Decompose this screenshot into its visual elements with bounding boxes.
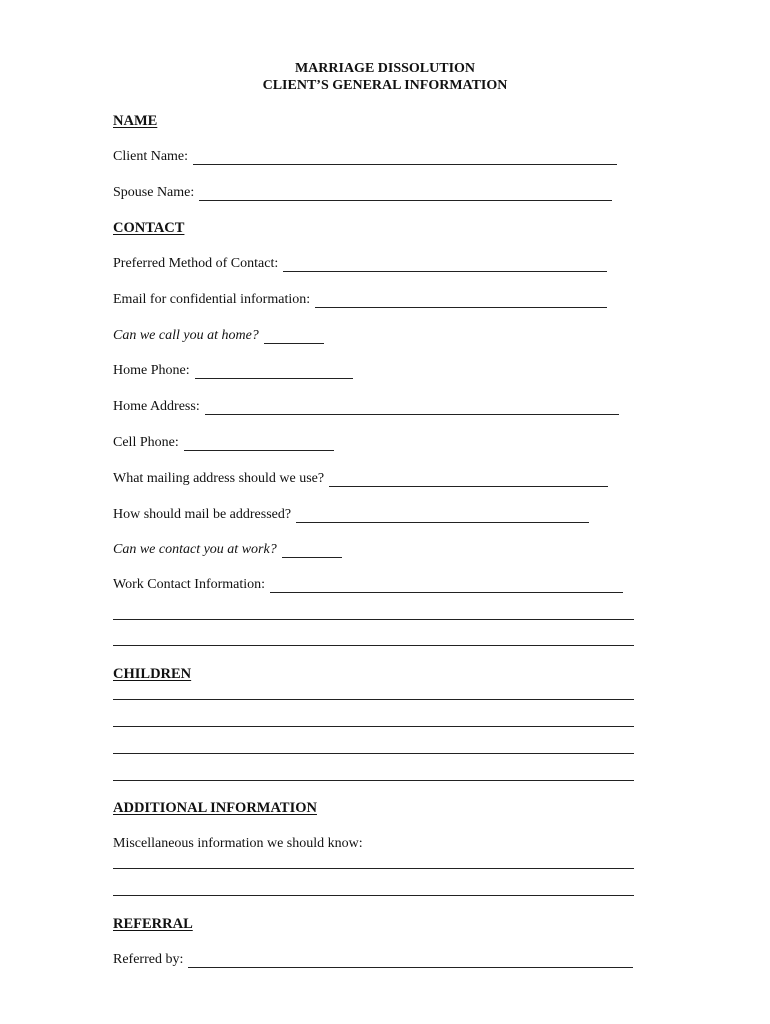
misc-info-line-2[interactable] (113, 895, 634, 896)
home-address-label: Home Address: (113, 399, 200, 414)
referred-by-row (113, 952, 633, 968)
mailing-address-label: What mailing address should we use? (113, 471, 325, 486)
preferred-contact-field[interactable] (283, 257, 607, 272)
form-title-line1: MARRIAGE DISSOLUTION (294, 61, 476, 76)
misc-info-line-1[interactable] (113, 868, 634, 869)
section-heading-name: NAME (113, 113, 158, 129)
misc-info-label: Miscellaneous information we should know: (113, 836, 363, 851)
work-contact-field[interactable] (270, 578, 623, 593)
cell-phone-field[interactable] (184, 436, 334, 451)
mail-addressed-label: How should mail be addressed? (113, 507, 292, 522)
children-line-1[interactable] (113, 699, 634, 700)
children-line-3[interactable] (113, 753, 634, 754)
form-title-line2: CLIENT’S GENERAL INFORMATION (262, 78, 508, 93)
home-phone-field[interactable] (195, 364, 353, 379)
contact-work-row (113, 542, 342, 558)
contact-work-label: Can we contact you at work? (113, 542, 277, 557)
email-label: Email for confidential information: (113, 292, 311, 307)
email-field[interactable] (315, 293, 607, 308)
client-name-row (113, 149, 617, 165)
work-contact-label: Work Contact Information: (113, 577, 266, 592)
work-contact-line-2[interactable] (113, 619, 634, 620)
call-home-field[interactable] (264, 329, 324, 344)
section-heading-children: CHILDREN (113, 666, 192, 682)
section-heading-contact: CONTACT (113, 220, 185, 236)
spouse-name-row (113, 185, 612, 201)
children-line-2[interactable] (113, 726, 634, 727)
home-address-row (113, 399, 619, 415)
mailing-address-row (113, 471, 608, 487)
children-line-4[interactable] (113, 780, 634, 781)
cell-phone-label: Cell Phone: (113, 435, 179, 450)
home-address-field[interactable] (205, 400, 619, 415)
mail-addressed-field[interactable] (296, 508, 589, 523)
work-contact-row (113, 577, 623, 593)
preferred-contact-row (113, 256, 607, 272)
email-row (113, 292, 607, 308)
cell-phone-row (113, 435, 334, 451)
contact-work-field[interactable] (282, 543, 342, 558)
client-name-field[interactable] (193, 150, 617, 165)
spouse-name-field[interactable] (199, 186, 612, 201)
mailing-address-field[interactable] (329, 472, 608, 487)
client-name-label: Client Name: (113, 149, 189, 164)
section-heading-referral: REFERRAL (113, 916, 193, 932)
home-phone-label: Home Phone: (113, 363, 190, 378)
referred-by-label: Referred by: (113, 952, 184, 967)
call-home-label: Can we call you at home? (113, 328, 259, 343)
work-contact-line-3[interactable] (113, 645, 634, 646)
spouse-name-label: Spouse Name: (113, 185, 195, 200)
call-home-row (113, 328, 324, 344)
home-phone-row (113, 363, 353, 379)
section-heading-additional: ADDITIONAL INFORMATION (113, 800, 317, 816)
preferred-contact-label: Preferred Method of Contact: (113, 256, 279, 271)
referred-by-field[interactable] (188, 953, 633, 968)
mail-addressed-row (113, 507, 589, 523)
misc-info-row (113, 836, 363, 852)
